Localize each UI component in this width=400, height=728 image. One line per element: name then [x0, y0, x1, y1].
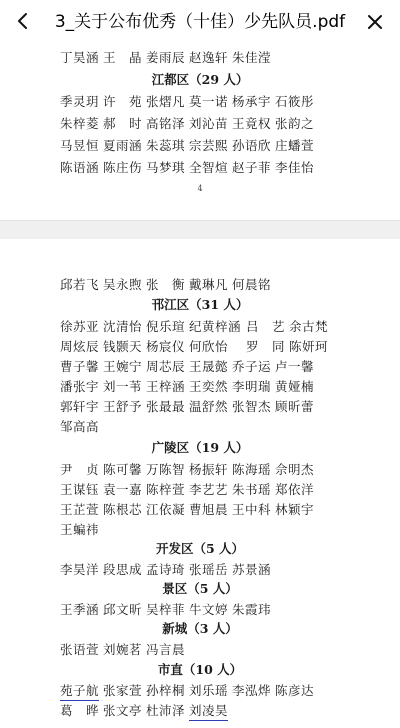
student-name: 卢一馨 — [275, 359, 315, 374]
student-name: 李艺艺 — [189, 482, 229, 497]
name-row — [0, 480, 400, 500]
student-name: 王竟权 — [232, 116, 272, 131]
student-name: 何晨铭 — [232, 277, 272, 292]
student-name: 徐苏亚 — [60, 319, 100, 334]
student-name: 杨承宇 — [232, 94, 272, 109]
student-name: 刘乐瑶 — [189, 683, 229, 698]
name-row — [0, 317, 400, 337]
student-name: 牛文婷 — [189, 602, 229, 617]
student-name: 林颖宇 — [275, 502, 315, 517]
name-row — [0, 701, 400, 721]
student-name: 沈清怡 — [103, 319, 143, 334]
student-name: 郑依洋 — [275, 482, 315, 497]
name-row — [0, 114, 400, 134]
student-name: 庄蟠萱 — [275, 138, 315, 153]
student-name: 温舒然 — [189, 399, 229, 414]
student-name: 季灵玥 — [60, 94, 100, 109]
student-name: 朱霞玮 — [232, 602, 272, 617]
student-name: 郭轩宇 — [60, 399, 100, 414]
student-name: 许 苑 — [103, 94, 143, 109]
close-button[interactable] — [360, 7, 390, 37]
student-name: 杨振轩 — [189, 462, 229, 477]
student-name: 朱佳滢 — [232, 50, 272, 65]
name-row — [0, 158, 400, 178]
student-name: 张熠凡 — [146, 94, 186, 109]
student-name: 马昱恒 — [60, 138, 100, 153]
name-row — [0, 520, 400, 540]
district-heading: 邗江区（31 人） — [151, 297, 249, 312]
student-name: 江依凝 — [146, 502, 186, 517]
student-name: 朱书瑶 — [232, 482, 272, 497]
student-name: 王 晶 — [103, 50, 143, 65]
student-name: 吴永煦 — [103, 277, 143, 292]
pdf-page-5 — [0, 239, 400, 728]
student-name: 吕 艺 — [246, 319, 286, 334]
student-name: 杜沛泽 — [146, 703, 186, 718]
student-name: 孙语欣 — [232, 138, 272, 153]
student-name: 张 衡 — [146, 277, 186, 292]
student-name: 邹高高 — [60, 419, 100, 434]
district-heading: 新城（3 人） — [162, 621, 238, 636]
student-name: 夏雨涵 — [103, 138, 143, 153]
page-separator — [0, 220, 400, 240]
student-name: 全智煊 — [189, 160, 229, 175]
name-row — [0, 275, 400, 295]
student-name: 陈根芯 — [103, 502, 143, 517]
district-heading: 广陵区（19 人） — [151, 440, 249, 455]
student-name: 张瑶岳 — [189, 562, 229, 577]
name-row — [0, 560, 400, 580]
student-name: 尹 贞 — [60, 462, 100, 477]
chevron-left-icon — [13, 11, 33, 31]
student-name: 吴梓菲 — [146, 602, 186, 617]
student-name: 王蝙祎 — [60, 522, 100, 537]
district-heading: 江都区（29 人） — [151, 72, 249, 87]
student-name: 孟诗琦 — [146, 562, 186, 577]
district-heading: 开发区（5 人） — [155, 541, 245, 556]
student-name: 佘明杰 — [275, 462, 315, 477]
student-name: 顾昕蕾 — [275, 399, 315, 414]
name-row — [0, 460, 400, 480]
student-name: 宗芸熙 — [189, 138, 229, 153]
student-name: 王中科 — [232, 502, 272, 517]
student-name: 王季涵 — [60, 602, 100, 617]
document-title: 3_关于公布优秀（十佳）少先队员.pdf — [54, 12, 346, 32]
student-name: 石筱彤 — [275, 94, 315, 109]
student-name: 陈妍珂 — [289, 339, 329, 354]
name-row — [0, 136, 400, 156]
student-name: 钱颢天 — [103, 339, 143, 354]
student-name: 李明瑞 — [232, 379, 272, 394]
student-name: 赵逸轩 — [189, 50, 229, 65]
pdf-page-4 — [0, 44, 400, 220]
student-name: 陈可馨 — [103, 462, 143, 477]
name-row — [0, 600, 400, 620]
close-icon — [366, 13, 384, 31]
student-name: 戴琳凡 — [189, 277, 229, 292]
student-name: 黄娅楠 — [275, 379, 315, 394]
student-name: 郝 时 — [103, 116, 143, 131]
student-name: 周芯辰 — [146, 359, 186, 374]
student-name: 王芷萱 — [60, 502, 100, 517]
name-row — [0, 48, 400, 68]
back-button[interactable] — [8, 6, 38, 36]
student-name: 曹子馨 — [60, 359, 100, 374]
student-name: 罗 同 — [246, 339, 286, 354]
student-name: 陈庄伤 — [103, 160, 143, 175]
student-name: 李泓烨 — [232, 683, 272, 698]
student-name: 赵子菲 — [232, 160, 272, 175]
student-name: 丁昊涵 — [60, 50, 100, 65]
student-name: 朱蕊琪 — [146, 138, 186, 153]
student-name: 王梓涵 — [146, 379, 186, 394]
student-name: 张家萱 — [103, 683, 143, 698]
student-name: 段思成 — [103, 562, 143, 577]
student-name: 张语萱 — [60, 642, 100, 657]
student-name: 杨宸仪 — [146, 339, 186, 354]
name-row — [0, 397, 400, 417]
student-name: 陈语涵 — [60, 160, 100, 175]
name-row — [0, 357, 400, 377]
student-name: 王舒予 — [103, 399, 143, 414]
student-name: 葛 晔 — [60, 703, 100, 718]
top-bar — [0, 0, 400, 45]
student-name: 乔子运 — [232, 359, 272, 374]
student-name: 倪乐瑄 — [146, 319, 186, 334]
name-row — [0, 92, 400, 112]
student-name: 曹旭晨 — [189, 502, 229, 517]
name-row — [0, 500, 400, 520]
student-name: 王谋钰 — [60, 482, 100, 497]
student-name: 莫一诺 — [189, 94, 229, 109]
student-name: 高铭泽 — [146, 116, 186, 131]
student-name: 潘张宇 — [60, 379, 100, 394]
student-name: 朱梓菱 — [60, 116, 100, 131]
student-name: 邱若飞 — [60, 277, 100, 292]
student-name: 孙梓桐 — [146, 683, 186, 698]
student-name: 张智杰 — [232, 399, 272, 414]
student-name: 张韵之 — [275, 116, 315, 131]
page-number: 4 — [197, 184, 203, 193]
student-name: 刘一苇 — [103, 379, 143, 394]
student-name: 余古梵 — [289, 319, 329, 334]
student-name-underlined: 刘凌昊 — [189, 701, 228, 721]
student-name: 王晟懿 — [189, 359, 229, 374]
student-name: 袁一嘉 — [103, 482, 143, 497]
student-name: 王婉宁 — [103, 359, 143, 374]
student-name: 陈梓萱 — [146, 482, 186, 497]
student-name: 姜雨辰 — [146, 50, 186, 65]
student-name: 陈海瑶 — [232, 462, 272, 477]
student-name: 纪黄梓涵 — [189, 319, 242, 334]
student-name: 陈彦达 — [275, 683, 315, 698]
student-name: 王奕然 — [189, 379, 229, 394]
district-heading: 市直（10 人） — [157, 662, 243, 677]
student-name: 张文亭 — [103, 703, 143, 718]
district-heading: 景区（5 人） — [162, 581, 238, 596]
student-name: 冯言晨 — [146, 642, 186, 657]
name-row — [0, 417, 400, 437]
student-name: 何欣怡 — [189, 339, 229, 354]
student-name: 周炫辰 — [60, 339, 100, 354]
name-row — [0, 640, 400, 660]
student-name: 苏景涵 — [232, 562, 272, 577]
name-row — [0, 337, 400, 357]
student-name: 马梦琪 — [146, 160, 186, 175]
student-name: 李佳怡 — [275, 160, 315, 175]
name-row — [0, 681, 400, 701]
student-name: 刘婉茗 — [103, 642, 143, 657]
student-name-underlined: 苑子航 — [60, 681, 99, 701]
student-name: 李昊洋 — [60, 562, 100, 577]
student-name: 张最最 — [146, 399, 186, 414]
student-name: 万陈智 — [146, 462, 186, 477]
student-name: 刘沁苗 — [189, 116, 229, 131]
name-row — [0, 377, 400, 397]
student-name: 邱文昕 — [103, 602, 143, 617]
